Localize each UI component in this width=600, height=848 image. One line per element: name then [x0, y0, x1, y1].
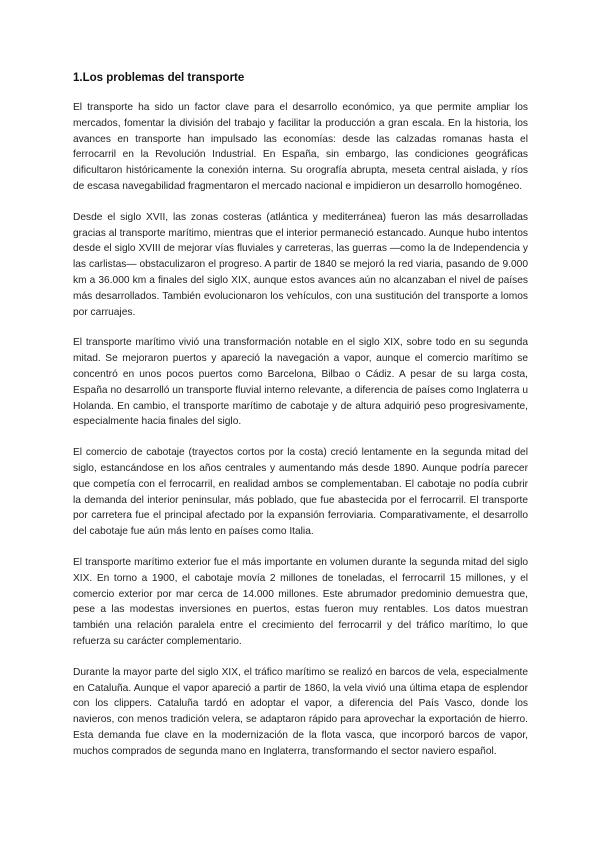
paragraph: Desde el siglo XVII, las zonas costeras (atlántica y mediterránea) fueron las más desarrolladas gracias al transporte marítimo, mientras que el interior permaneció estancado. Aunque hubo intentos desde el siglo XVIII de mejorar vías fluviales y carreteras, las guerras —como la de Independencia y las carlistas— obstaculizaron el progreso. A partir de 1840 se mejoró la red viaria, pasando de 9.000 km a 36.000 km a finales del siglo XIX, aunque estos avances aún no alcanzaban el nivel de países más desarrollados. También evolucionaron los vehículos, con una sustitución del transporte a lomos por carruajes.	[73, 211, 528, 318]
paragraph: El transporte marítimo vivió una transformación notable en el siglo XIX, sobre todo en su segunda mitad. Se mejoraron puertos y apareció la navegación a vapor, aunque el comercio marítimo se concentró en unos pocos puertos como Barcelona, Bilbao o Cádiz. A pesar de su larga costa, España no desarrolló un transporte fluvial interno relevante, a diferencia de países como Inglaterra u Holanda. En cambio, el transporte marítimo de cabotaje y de altura adquirió peso progresivamente, especialmente hacia finales del siglo.	[73, 337, 528, 428]
paragraph: Durante la mayor parte del siglo XIX, el tráfico marítimo se realizó en barcos de vela, especialmente en Cataluña. Aunque el vapor apareció a partir de 1860, la vela vivió una última etapa de esplendor con los clippers. Cataluña tardó en adoptar el vapor, a diferencia del País Vasco, donde los navieros, con menos tradición velera, se adaptaron rápido para aprovechar la exportación de hierro. Esta demanda fue clave en la modernización de la flota vasca, que incorporó barcos de vapor, muchos comprados de segunda mano en Inglaterra, transformando el sector naviero español.	[73, 666, 528, 757]
paragraph: El transporte ha sido un factor clave para el desarrollo económico, ya que permite ampliar los mercados, fomentar la división del trabajo y facilitar la producción a gran escala. En la historia, los avances en transporte han impulsado las economías: desde las calzadas romanas hasta el ferrocarril en la Revolución Industrial. En España, sin embargo, las condiciones geográficas dificultaron históricamente la conexión interna. Su orografía abrupta, meseta central aislada, y ríos de escasa navegabilidad fragmentaron el mercado nacional e impidieron un desarrollo homogéneo.	[73, 102, 528, 192]
document-body	[73, 70, 528, 774]
section-heading: 1.Los problemas del transporte	[73, 72, 245, 84]
paragraph: El comercio de cabotaje (trayectos cortos por la costa) creció lentamente en la segunda mitad del siglo, estancándose en los años centrales y aumentando más desde 1890. Aunque podría parecer que competía con el ferrocarril, en realidad ambos se complementaban. El cabotaje no podía cubrir la demanda del interior peninsular, más poblado, que fue abastecida por el ferrocarril. El transporte por carretera fue el principal afectado por la expansión ferroviaria. Comparativamente, el desarrollo del cabotaje fue aún más lento en países como Italia.	[73, 447, 528, 538]
paragraph: El transporte marítimo exterior fue el más importante en volumen durante la segunda mitad del siglo XIX. En torno a 1900, el cabotaje movía 2 millones de toneladas, el ferrocarril 15 millones, y el comercio exterior por mar cerca de 14.000 millones. Este abrumador predominio demuestra que, pese a las modestas inversiones en puertos, estas fueron muy rentables. Los datos muestran también una relación paralela entre el crecimiento del ferrocarril y del tráfico marítimo, lo que refuerza su carácter complementario.	[73, 556, 528, 647]
